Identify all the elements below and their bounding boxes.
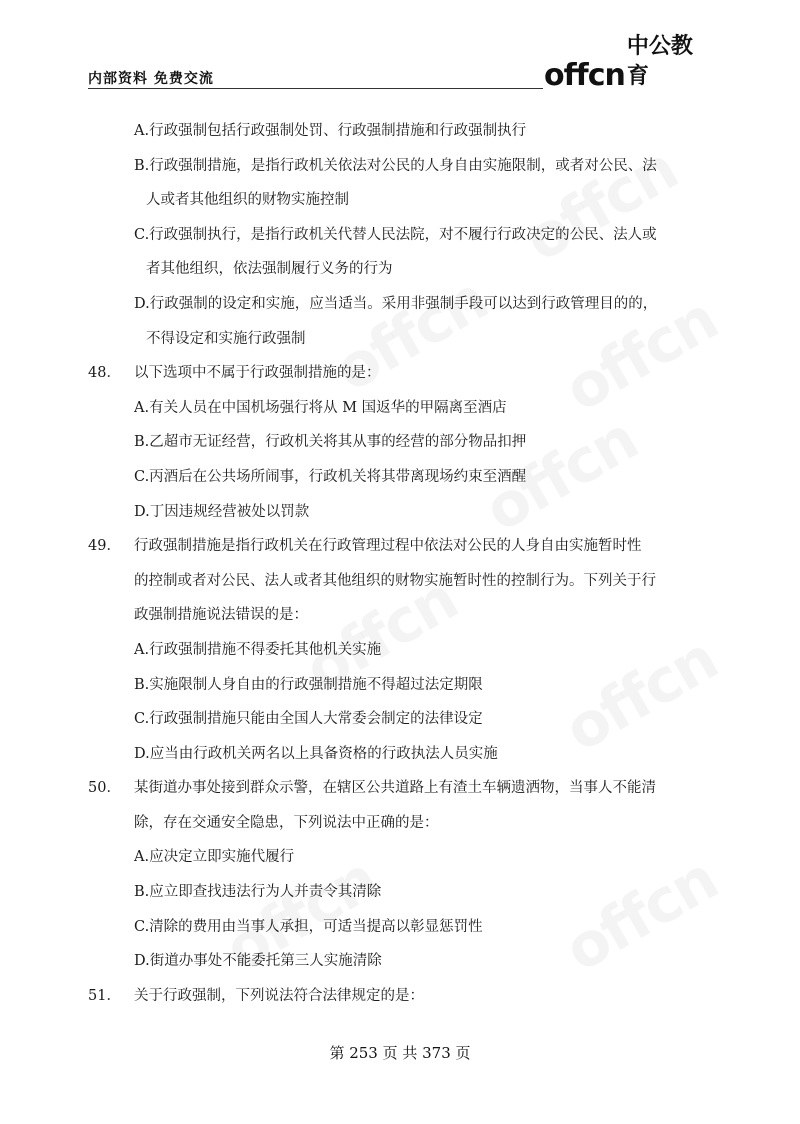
option-continuation: 不得设定和实施行政强制 — [146, 330, 306, 347]
option-a: A.应决定立即实施代履行 — [134, 849, 295, 866]
question-stem: 行政强制措施是指行政机关在行政管理过程中依法对公民的人身自由实施暂时性 — [134, 538, 642, 555]
option-c: C.行政强制措施只能由全国人大常委会制定的法律设定 — [134, 711, 483, 728]
option-d: D.街道办事处不能委托第三人实施清除 — [134, 953, 382, 970]
option-d: D.丁因违规经营被处以罚款 — [134, 503, 310, 520]
question-49 — [88, 529, 713, 564]
option-b: B.乙超市无证经营，行政机关将其从事的经营的部分物品扣押 — [134, 434, 527, 451]
option-b: B.实施限制人身自由的行政强制措施不得超过法定期限 — [134, 676, 483, 693]
option-line: D.行政强制的设定和实施，应当适当。采用非强制手段可以达到行政管理目的的， — [134, 295, 658, 312]
question-number: 51． — [88, 987, 121, 1004]
option-a: A.行政强制措施不得委托其他机关实施 — [134, 641, 382, 658]
question-stem-continuation: 政强制措施说法错误的是： — [134, 607, 308, 624]
question-number: 49． — [88, 538, 121, 555]
question-stem: 关于行政强制，下列说法符合法律规定的是： — [134, 987, 424, 1004]
question-50 — [88, 771, 713, 806]
document-body — [88, 114, 713, 1013]
question-stem: 以下选项中不属于行政强制措施的是： — [134, 365, 381, 382]
question-stem: 某街道办事处接到群众示警，在辖区公共道路上有渣土车辆遗洒物，当事人不能清 — [134, 780, 656, 797]
option-c: C.丙酒后在公共场所闹事，行政机关将其带离现场约束至酒醒 — [134, 468, 527, 485]
header-label: 内部资料 免费交流 — [88, 71, 214, 87]
page-number: 第 253 页 共 373 页 — [329, 1044, 471, 1062]
option-line: A.行政强制包括行政强制处罚、行政强制措施和行政强制执行 — [134, 123, 527, 139]
header-divider — [88, 88, 543, 89]
question-51 — [88, 979, 713, 1014]
question-stem-continuation: 的控制或者对公民、法人或者其他组织的财物实施暂时性的控制行为。下列关于行 — [134, 572, 656, 589]
question-number: 48． — [88, 365, 121, 382]
question-48 — [88, 356, 713, 391]
option-d: D.应当由行政机关两名以上具备资格的行政执法人员实施 — [134, 745, 498, 762]
option-continuation: 者其他组织，依法强制履行义务的行为 — [146, 261, 393, 278]
option-continuation: 人或者其他组织的财物实施控制 — [146, 192, 349, 209]
brand-logo — [544, 34, 708, 93]
question-number: 50． — [88, 780, 121, 797]
option-line: C.行政强制执行，是指行政机关代替人民法院，对不履行行政决定的公民、法人或 — [134, 226, 657, 243]
logo-wordmark: offcn — [544, 58, 625, 93]
option-b: B.应立即查找违法行为人并责令其清除 — [134, 884, 382, 901]
option-c: C.清除的费用由当事人承担，可适当提高以彰显惩罚性 — [134, 918, 483, 935]
option-a: A.有关人员在中国机场强行将从 M 国返华的甲隔离至酒店 — [134, 399, 507, 416]
question-stem-continuation: 除，存在交通安全隐患，下列说法中正确的是： — [134, 814, 439, 831]
logo-chinese: 中公教育 — [626, 34, 693, 89]
option-line: B.行政强制措施，是指行政机关依法对公民的人身自由实施限制，或者对公民、法 — [134, 157, 657, 174]
page-header — [88, 34, 708, 93]
